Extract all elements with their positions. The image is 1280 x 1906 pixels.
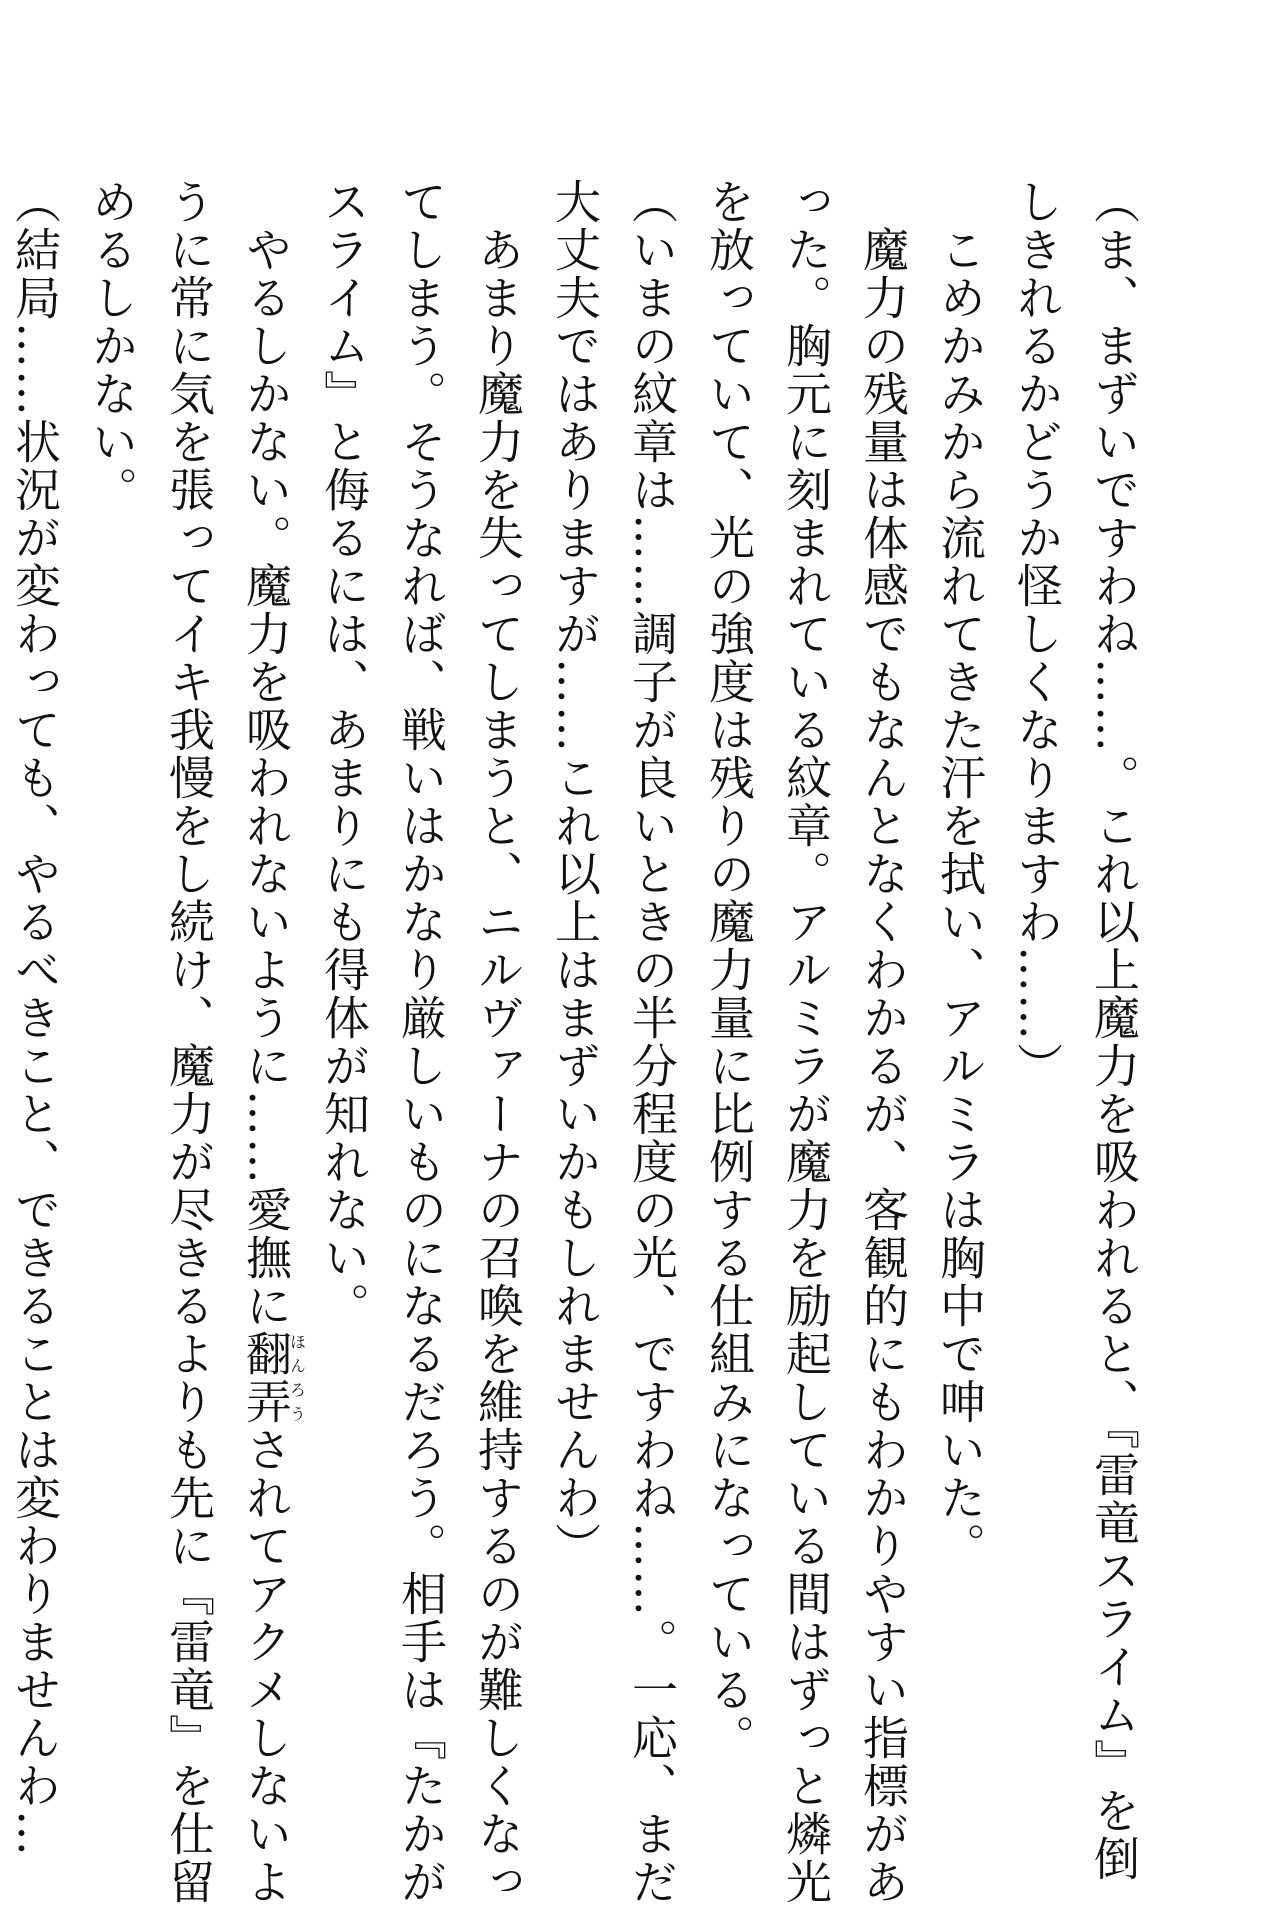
ruby-word — [239, 1330, 307, 1426]
text-line-9: あまり魔力を失ってしまうと、ニルヴァーナの召喚を維持するのが難しくなっ — [471, 178, 525, 1906]
text-line-2: しきれるかどうか怪しくなりますわ……） — [1010, 178, 1064, 1090]
text-line-6: を放っていて、光の強度は残りの魔力量に比例する仕組みになっている。 — [702, 178, 756, 1762]
text-line-15: （結局……状況が変わっても、やるべきこと、できることは変わりませんわ… — [8, 178, 62, 1858]
body-text — [0, 178, 1152, 1906]
text-line-12-head: やるしかない。魔力を吸われないように……愛撫に — [239, 178, 293, 1330]
text-line-11: スライム』と侮るには、あまりにも得体が知れない。 — [317, 178, 371, 1330]
ruby-reading: ほんろう — [287, 1330, 307, 1426]
text-line-4: 魔力の残量は体感でもなんとなくわかるが、客観的にもわかりやすい指標があ — [856, 178, 910, 1906]
text-line-12 — [227, 178, 307, 1906]
text-line-5: った。胸元に刻まれている紋章。アルミラが魔力を励起している間はずっと燐光 — [779, 178, 833, 1906]
text-line-13: うに常に気を張ってイキ我慢をし続け、魔力が尽きるよりも先に『雷竜』を仕留 — [162, 178, 216, 1906]
text-line-3: こめかみから流れてきた汗を拭い、アルミラは胸中で呻いた。 — [933, 178, 987, 1570]
text-line-7: （いまの紋章は……調子が良いときの半分程度の光、ですわね……。一応、まだ — [625, 178, 679, 1906]
text-line-1: （ま、まずいですわね……。これ以上魔力を吸われると、『雷竜スライム』を倒 — [1087, 178, 1141, 1883]
text-line-14: めるしかない。 — [85, 178, 139, 514]
text-line-10: てしまう。そうなれば、戦いはかなり厳しいものになるだろう。相手は『たかが — [394, 178, 448, 1906]
text-line-8: 大丈夫ではありますが……これ以上はまずいかもしれませんわ） — [548, 178, 602, 1570]
ruby-base: 翻弄 — [239, 1330, 293, 1426]
text-line-12-tail: されてアクメしないよ — [239, 1426, 293, 1906]
